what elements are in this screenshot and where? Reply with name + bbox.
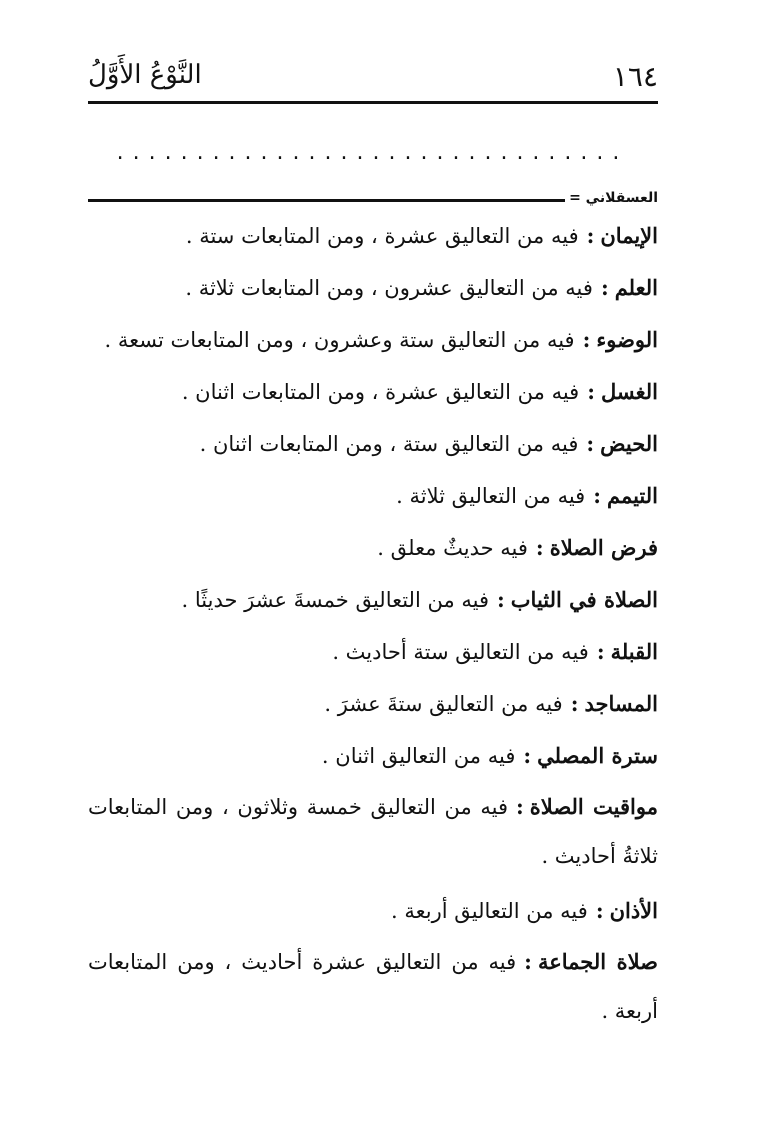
entry-colon: :	[523, 743, 532, 768]
entry-term: مواقيت الصلاة	[529, 794, 658, 819]
entry-text: فيه من التعاليق ستةَ عشرَ .	[324, 692, 563, 716]
entry-term: المساجد	[584, 691, 658, 716]
list-item	[88, 730, 658, 782]
entry-text: فيه من التعاليق عشرة أحاديث ، ومن المتابعات أربعة .	[88, 950, 658, 1023]
entry-colon: :	[600, 275, 609, 300]
entry-colon: :	[535, 535, 544, 560]
entry-colon: :	[593, 483, 601, 508]
entry-term: فرض الصلاة	[549, 535, 658, 560]
entry-text: فيه من التعاليق عشرون ، ومن المتابعات ثلاثة .	[185, 276, 593, 300]
entry-term: الغسل	[600, 379, 658, 404]
entries-list	[88, 210, 658, 1040]
entry-term: الحيض	[600, 431, 658, 456]
entry-colon: :	[570, 691, 579, 716]
list-item	[88, 262, 658, 314]
list-item	[88, 885, 658, 937]
entry-colon: :	[497, 587, 505, 612]
entry-term: القبلة	[610, 639, 658, 664]
list-item	[88, 314, 658, 366]
entry-colon: :	[516, 794, 524, 819]
entry-term: الصلاة في الثياب	[510, 587, 658, 612]
entry-text: فيه من التعاليق عشرة ، ومن المتابعات اثنان .	[181, 380, 580, 404]
entry-colon: :	[586, 431, 595, 456]
list-item	[88, 782, 658, 881]
entry-text: فيه من التعاليق أربعة .	[391, 899, 588, 923]
entry-text: فيه من التعاليق ستة وعشرون ، ومن المتابعات تسعة .	[104, 328, 575, 352]
entry-colon: :	[582, 327, 591, 352]
list-item	[88, 626, 658, 678]
entry-term: الوضوء	[596, 327, 658, 352]
entry-term: صلاة الجماعة	[537, 949, 659, 974]
dotted-separator: ................................	[116, 140, 629, 165]
entry-colon: :	[595, 898, 604, 923]
entry-text: فيه حديثٌ معلق .	[377, 536, 528, 560]
entry-colon: :	[524, 949, 532, 974]
page-header	[88, 58, 658, 98]
list-item	[88, 937, 658, 1036]
list-item	[88, 418, 658, 470]
entry-text: فيه من التعاليق اثنان .	[321, 744, 516, 768]
list-item	[88, 522, 658, 574]
entry-text: فيه من التعاليق عشرة ، ومن المتابعات ستة .	[185, 224, 579, 248]
entry-colon: :	[596, 639, 605, 664]
header-rule	[88, 101, 658, 104]
list-item	[88, 678, 658, 730]
entry-text: فيه من التعاليق ستة أحاديث .	[332, 640, 589, 664]
list-item	[88, 210, 658, 262]
list-item	[88, 470, 658, 522]
entry-text: فيه من التعاليق خمسة وثلاثون ، ومن المتابعات ثلاثةُ أحاديث .	[88, 795, 658, 868]
list-item	[88, 574, 658, 626]
running-title: النَّوْعُ الأَوَّلُ	[88, 60, 202, 90]
separator-line	[88, 199, 574, 202]
page-number: ١٦٤	[612, 60, 658, 93]
entry-term: العلم	[614, 275, 658, 300]
footnote-separator	[88, 190, 658, 210]
separator-label: العسقلاني =	[565, 190, 658, 206]
entry-term: الإيمان	[600, 223, 658, 248]
entry-text: فيه من التعاليق خمسةَ عشرَ حديثًا .	[181, 588, 490, 612]
entry-colon: :	[586, 223, 595, 248]
entry-text: فيه من التعاليق ثلاثة .	[396, 484, 586, 508]
entry-term: سترة المصلي	[537, 743, 658, 768]
entry-colon: :	[587, 379, 595, 404]
list-item	[88, 366, 658, 418]
entry-term: الأذان	[609, 898, 658, 923]
entry-term: التيمم	[606, 483, 658, 508]
entry-text: فيه من التعاليق ستة ، ومن المتابعات اثنان .	[199, 432, 579, 456]
